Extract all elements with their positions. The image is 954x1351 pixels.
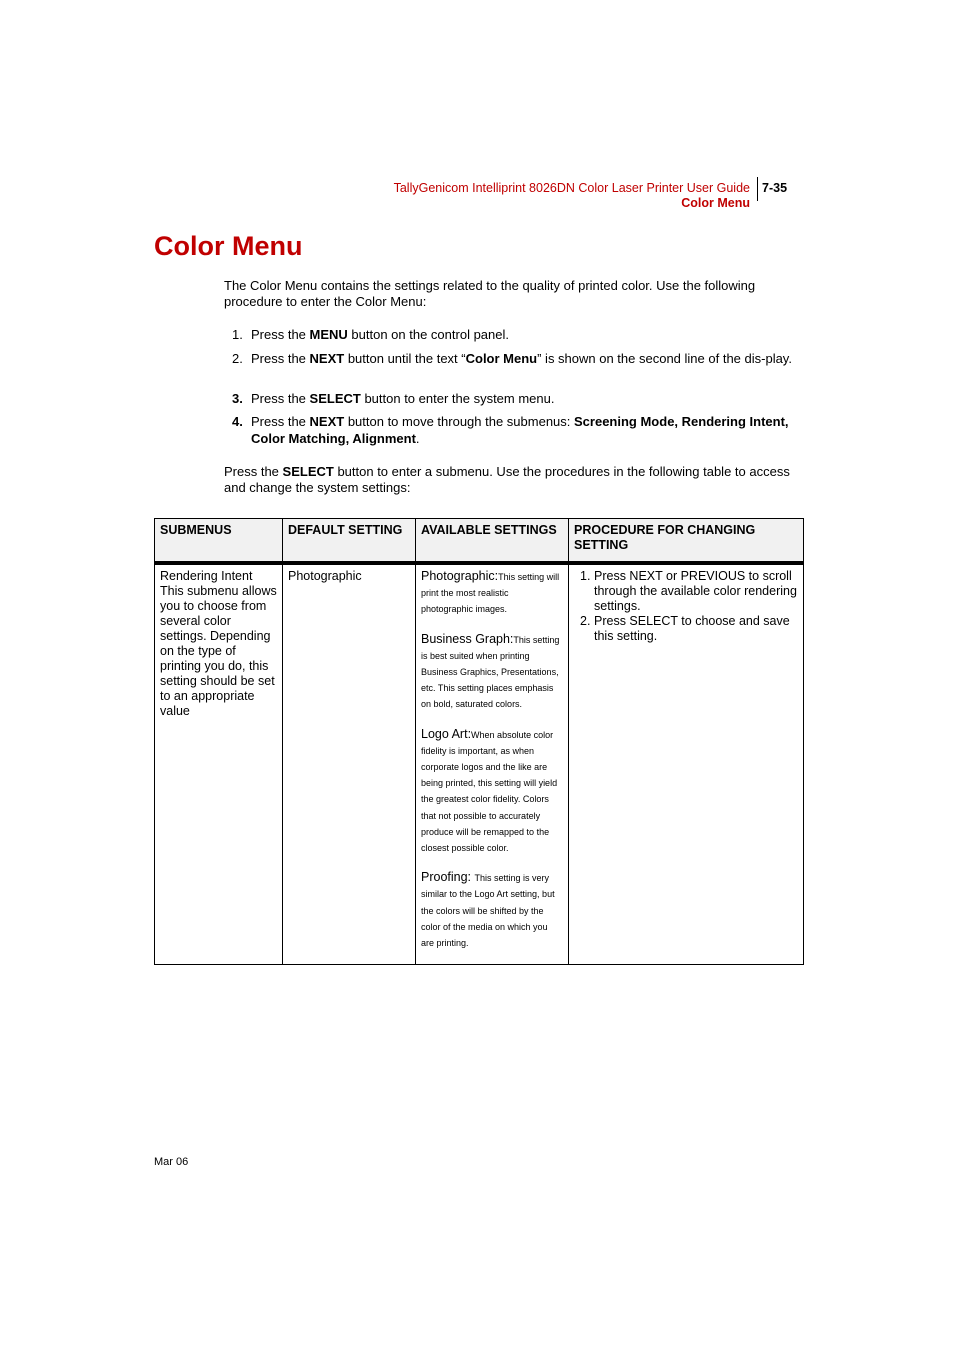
column-header: AVAILABLE SETTINGS	[416, 519, 569, 564]
outro-paragraph: Press the SELECT button to enter a submenu. Use the procedures in the following table to access and change the system settings:	[224, 464, 790, 495]
available-settings-cell	[416, 563, 569, 965]
footer-date: Mar 06	[154, 1156, 189, 1168]
settings-table	[154, 518, 804, 965]
page-number: 7-35	[762, 181, 788, 195]
procedure-cell	[569, 563, 804, 965]
table-row	[155, 563, 804, 965]
table-header-row	[155, 519, 804, 564]
default-setting-cell: Photographic	[283, 563, 416, 965]
submenu-name: Rendering Intent	[160, 569, 253, 583]
setting-option: Logo Art:When absolute color fidelity is important, as when corporate logos and the like are being printed, this setting will yield the greatest color fidelity. Colors that not possible to accurately produce will be remapped to the closest possible color.	[421, 726, 558, 854]
submenu-description: This submenu allows you to choose from several color settings. Depending on the type of printing you do, this setting should be set to an appropriate value	[160, 584, 277, 718]
step-number: 1.	[232, 327, 243, 342]
header-section: Color Menu	[681, 196, 750, 210]
setting-option: Proofing: This setting is very similar to the Logo Art setting, but the colors will be shifted by the color of the media on which you are printing.	[421, 870, 555, 949]
page-title: Color Menu	[154, 231, 303, 261]
procedure-list	[574, 569, 798, 644]
list-item: 2. Press SELECT to choose and save this setting.	[580, 614, 790, 643]
setting-option: Business Graph:This setting is best suited when printing Business Graphics, Presentations, etc. This setting places emphasis on bold, saturated colors.	[421, 631, 560, 710]
column-header: SUBMENUS	[155, 519, 283, 564]
step-text: Press the NEXT button to move through the submenus: Screening Mode, Rendering Intent, Color Matching, Alignment.	[251, 414, 789, 446]
step-number: 3.	[232, 391, 243, 406]
step-text: Press the SELECT button to enter the system menu.	[251, 391, 555, 406]
column-header: PROCEDURE FOR CHANGING SETTING	[569, 519, 804, 564]
submenu-cell	[155, 563, 283, 965]
intro-paragraph: The Color Menu contains the settings related to the quality of printed color. Use the following procedure to enter the Color Menu:	[224, 278, 756, 309]
step-text: Press the NEXT button until the text “Color Menu” is shown on the second line of the dis-play.	[251, 351, 792, 366]
step-number: 2.	[232, 351, 243, 366]
header-divider	[757, 177, 758, 201]
list-item: 1. Press NEXT or PREVIOUS to scroll through the available color rendering settings.	[580, 569, 797, 613]
step-number: 4.	[232, 414, 243, 429]
step-text: Press the MENU button on the control panel.	[251, 327, 509, 342]
setting-option: Photographic:This setting will print the most realistic photographic images.	[421, 569, 560, 615]
guide-title: TallyGenicom Intelliprint 8026DN Color Laser Printer User Guide	[393, 181, 750, 195]
column-header: DEFAULT SETTING	[283, 519, 416, 564]
